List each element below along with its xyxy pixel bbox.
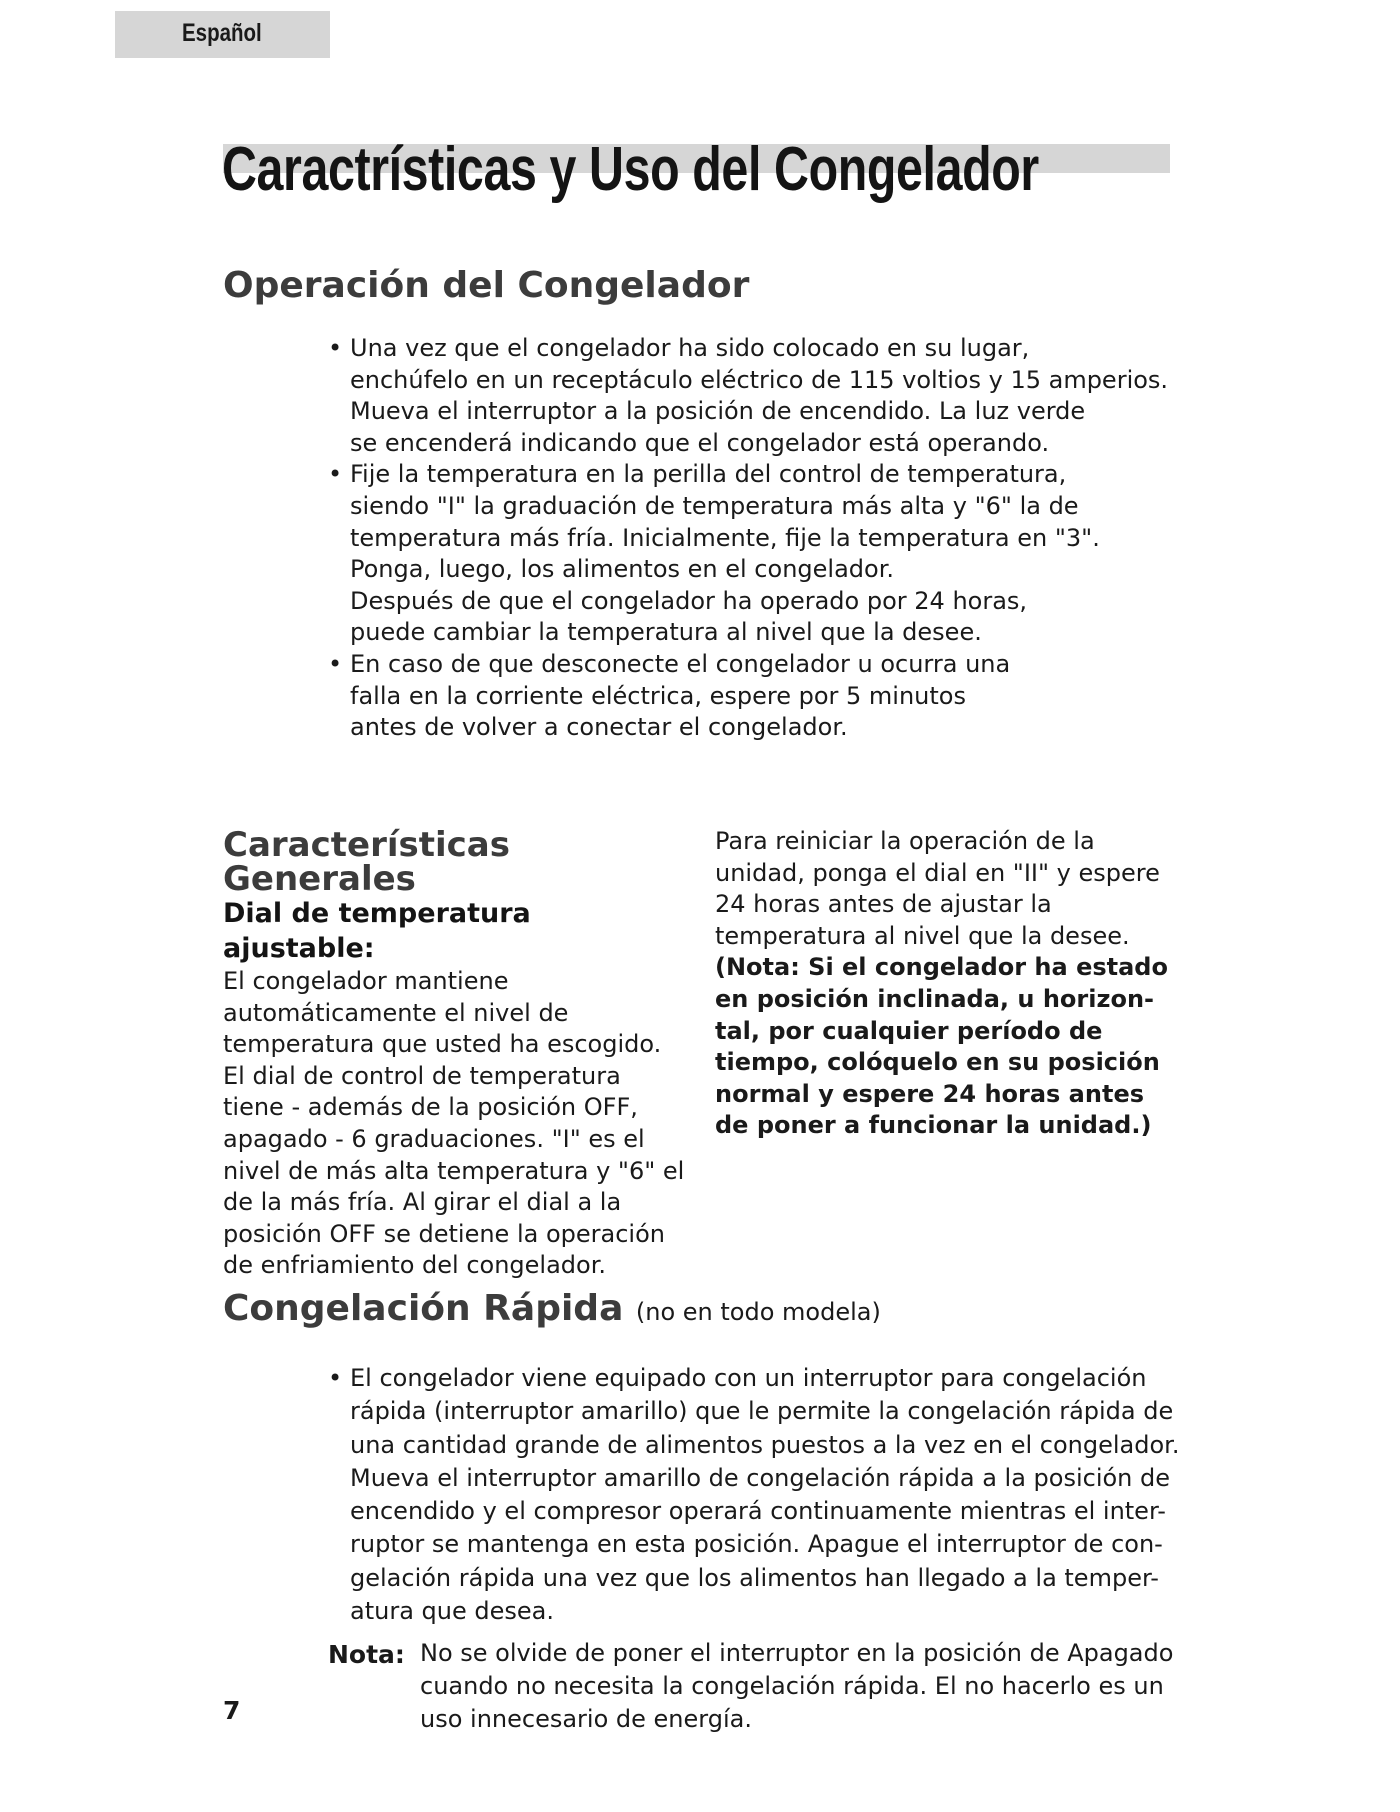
dial-description [223, 966, 685, 1282]
text-line: (Nota: Si el congelador ha estado [715, 953, 1168, 982]
general-heading [223, 825, 663, 899]
text-line: falla en la corriente eléctrica, espere por 5 minutos [350, 681, 966, 710]
text-line: posición OFF se detiene la operación [223, 1219, 665, 1248]
text-line: enchúfelo en un receptáculo eléctrico de 115 voltios y 15 amperios. [350, 365, 1169, 394]
quick-freeze-bullet-list [328, 1362, 1179, 1628]
text-line: Para reiniciar la operación de la [715, 827, 1095, 855]
text-line: nivel de más alta temperatura y "6" el [223, 1156, 685, 1185]
language-label: Español [182, 19, 262, 47]
text-line: de enfriamiento del congelador. [223, 1251, 607, 1280]
list-item [328, 649, 1168, 744]
list-item [328, 333, 1168, 459]
quick-freeze-availability-note: (no en todo modela) [635, 1298, 881, 1326]
text-line: Mueva el interruptor amarillo de congelación rápida a la posición de [350, 1463, 1171, 1492]
text-line: tiene - además de la posición OFF, [223, 1093, 638, 1122]
note-label: Nota: [328, 1640, 405, 1669]
list-item [328, 1362, 1179, 1628]
text-line: apagado - 6 graduaciones. "I" es el [223, 1124, 645, 1153]
text-line: atura que desea. [350, 1597, 554, 1626]
general-right-column [715, 826, 1175, 1142]
text-line: siendo "I" la graduación de temperatura más alta y "6" la de [350, 491, 1079, 520]
text-line: temperatura al nivel que la desee. [715, 921, 1130, 950]
text-line: una cantidad grande de alimentos puestos a la vez en el congelador. [350, 1430, 1180, 1459]
text-line: uso innecesario de energía. [420, 1705, 752, 1733]
energy-note [420, 1637, 1173, 1736]
subheading-line: ajustable: [223, 933, 375, 964]
language-tab [115, 11, 330, 58]
text-line: No se olvide de poner el interruptor en la posición de Apagado [420, 1639, 1174, 1667]
text-line: gelación rápida una vez que los alimentos han llegado a la temper- [350, 1563, 1159, 1592]
general-left-column [223, 825, 685, 1282]
text-line: en posición inclinada, u horizon- [715, 984, 1154, 1013]
text-line: Ponga, luego, los alimentos en el congelador. [350, 555, 894, 584]
text-line: • El congelador viene equipado con un interruptor para congelación [350, 1364, 1147, 1392]
operation-bullet-list [328, 333, 1168, 744]
text-line: unidad, ponga el dial en "II" y espere [715, 858, 1160, 887]
text-line: • Fije la temperatura en la perilla del control de temperatura, [350, 460, 1067, 489]
quick-freeze-heading [223, 1288, 881, 1329]
text-line: de la más fría. Al girar el dial a la [223, 1188, 622, 1217]
tilt-warning-note [715, 952, 1175, 1142]
restart-instructions [715, 826, 1175, 952]
quick-freeze-title: Congelación Rápida [223, 1288, 624, 1329]
text-line: antes de volver a conectar el congelador. [350, 713, 848, 742]
subheading-line: Dial de temperatura [223, 898, 531, 929]
text-line: El congelador mantiene [223, 967, 509, 995]
text-line: rápida (interruptor amarillo) que le permite la congelación rápida de [350, 1397, 1174, 1426]
text-line: tiempo, colóquelo en su posición [715, 1048, 1160, 1077]
text-line: normal y espere 24 horas antes [715, 1079, 1144, 1108]
text-line: Después de que el congelador ha operado por 24 horas, [350, 586, 1028, 615]
text-line: tal, por cualquier período de [715, 1016, 1103, 1045]
text-line: de poner a funcionar la unidad.) [715, 1111, 1152, 1140]
operation-heading: Operación del Congelador [223, 265, 750, 306]
heading-line: Generales [223, 859, 416, 899]
text-line: Mueva el interruptor a la posición de encendido. La luz verde [350, 397, 1086, 426]
text-line: • En caso de que desconecte el congelador u ocurra una [350, 649, 1011, 678]
heading-line: Características [223, 825, 510, 865]
text-line: puede cambiar la temperatura al nivel que la desee. [350, 618, 982, 647]
text-line: • Una vez que el congelador ha sido colocado en su lugar, [350, 334, 1030, 362]
text-line: encendido y el compresor operará continuamente mientras el inter- [350, 1497, 1166, 1526]
text-line: ruptor se mantenga en esta posición. Apague el interruptor de con- [350, 1530, 1163, 1559]
text-line: temperatura más fría. Inicialmente, fije la temperatura en "3". [350, 523, 1100, 552]
text-line: automáticamente el nivel de [223, 998, 569, 1027]
dial-subheading [223, 896, 663, 966]
text-line: se encenderá indicando que el congelador está operando. [350, 428, 1050, 457]
text-line: temperatura que usted ha escogido. [223, 1030, 662, 1059]
list-item [328, 459, 1168, 649]
text-line: 24 horas antes de ajustar la [715, 890, 1052, 919]
text-line: El dial de control de temperatura [223, 1061, 621, 1090]
page-number: 7 [223, 1696, 241, 1725]
text-line: cuando no necesita la congelación rápida. El no hacerlo es un [420, 1672, 1164, 1700]
page-title: Caractrísticas y Uso del Congelador [222, 135, 1039, 204]
